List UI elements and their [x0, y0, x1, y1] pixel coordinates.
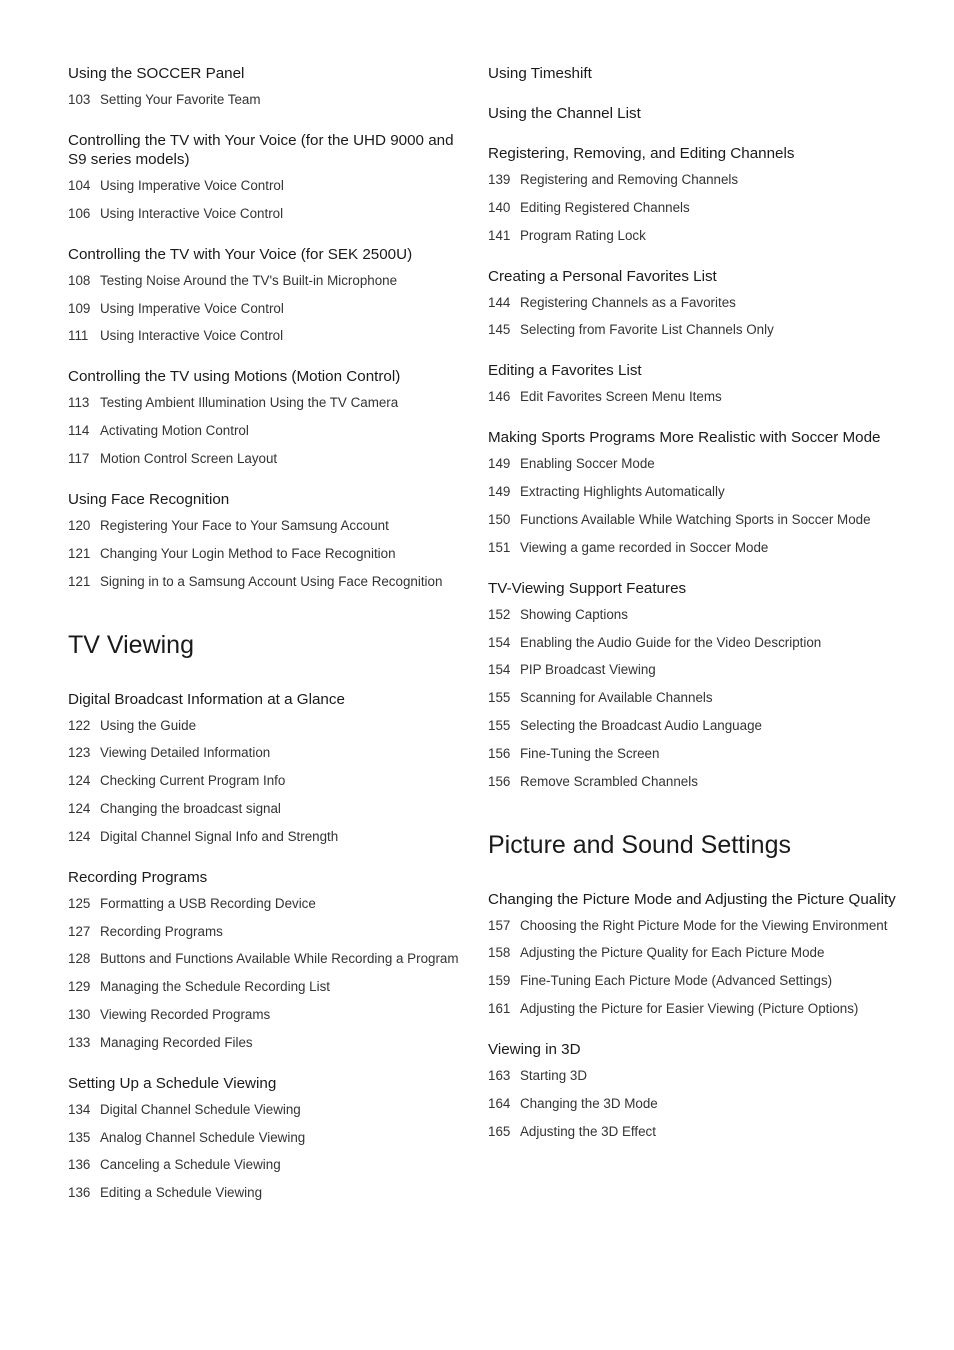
entry-title: Enabling the Audio Guide for the Video Description	[520, 634, 822, 650]
entry-title: Starting 3D	[520, 1067, 587, 1083]
page-number: 121	[68, 545, 91, 561]
toc-entry-link[interactable]	[68, 949, 470, 969]
toc-entry-link[interactable]	[68, 827, 470, 847]
page-number: 150	[488, 511, 511, 527]
toc-entry-link[interactable]	[68, 516, 470, 536]
page-number: 103	[68, 92, 91, 107]
toc-entry-link[interactable]	[68, 1183, 470, 1203]
entry-title: Activating Motion Control	[100, 423, 249, 439]
entry-title: Remove Scrambled Channels	[520, 773, 698, 789]
toc-entry-link[interactable]	[488, 320, 898, 340]
page-number: 120	[68, 517, 91, 533]
toc-entry-link[interactable]	[488, 716, 898, 736]
entry-title: Editing Registered Channels	[520, 199, 690, 215]
page-number: 108	[68, 272, 91, 288]
page-number: 123	[68, 745, 91, 761]
toc-entry-link[interactable]	[488, 454, 898, 474]
entry-title: Adjusting the Picture Quality for Each Picture Mode	[520, 945, 825, 961]
toc-entry-link[interactable]	[68, 326, 470, 346]
section-title-link[interactable]: Changing the Picture Mode and Adjusting the Picture Quality	[488, 890, 896, 908]
toc-entry-link[interactable]	[488, 943, 898, 963]
page-number: 124	[68, 800, 91, 816]
toc-entry-link[interactable]	[68, 894, 470, 914]
section-title-link[interactable]: Using the Channel List	[488, 105, 641, 122]
toc-entry-link[interactable]	[68, 922, 470, 942]
entry-title: Using the Guide	[100, 717, 197, 733]
toc-entry-link[interactable]	[488, 482, 898, 502]
entry-title: Functions Available While Watching Sports in Soccer Mode	[520, 511, 871, 527]
page-number: 111	[68, 328, 89, 344]
entry-title: Formatting a USB Recording Device	[100, 895, 316, 911]
page-number: 122	[68, 717, 91, 733]
toc-entry-link[interactable]	[488, 226, 898, 246]
entry-title: Motion Control Screen Layout	[100, 450, 278, 466]
entry-title: Adjusting the 3D Effect	[520, 1123, 656, 1139]
page-number: 156	[488, 773, 511, 789]
entry-title: Registering and Removing Channels	[520, 172, 739, 187]
entry-title: Changing Your Login Method to Face Recognition	[100, 545, 396, 561]
entry-title: Testing Noise Around the TV's Built-in Microphone	[100, 272, 398, 288]
entry-title: Using Imperative Voice Control	[100, 300, 284, 316]
entry-title: Viewing Recorded Programs	[100, 1006, 271, 1022]
toc-entry-link[interactable]	[488, 293, 898, 313]
entry-title: Managing the Schedule Recording List	[100, 979, 331, 995]
section-title-link[interactable]: Controlling the TV with Your Voice (for the UHD 9000 and S9 series models)	[68, 132, 454, 168]
page-number: 146	[488, 389, 511, 405]
page-number: 152	[488, 606, 511, 622]
toc-entry-link[interactable]	[68, 977, 470, 997]
toc-section	[488, 104, 898, 123]
page-number: 109	[68, 300, 91, 316]
page-number: 139	[488, 172, 511, 187]
page-number: 121	[68, 573, 91, 589]
toc-section	[68, 1074, 470, 1203]
section-title-link[interactable]: Using Face Recognition	[68, 490, 230, 508]
toc-entry-link[interactable]	[68, 1033, 470, 1053]
entry-title: Viewing a game recorded in Soccer Mode	[520, 539, 769, 555]
entry-title: Edit Favorites Screen Menu Items	[520, 389, 722, 405]
entry-title: Fine-Tuning Each Picture Mode (Advanced Settings)	[520, 973, 833, 989]
page-number: 130	[68, 1006, 91, 1022]
entry-title: Selecting from Favorite List Channels Only	[520, 322, 774, 338]
toc-entry-link[interactable]	[488, 916, 898, 936]
toc-section	[488, 267, 898, 341]
section-title-link[interactable]: Making Sports Programs More Realistic with Soccer Mode	[488, 429, 881, 447]
toc-entry-link[interactable]	[488, 999, 898, 1019]
page-number: 140	[488, 199, 511, 215]
entry-title: Changing the broadcast signal	[100, 800, 281, 816]
toc-section	[488, 1040, 898, 1142]
toc-section	[68, 367, 470, 469]
toc-entry-link[interactable]	[68, 204, 470, 224]
section-title-link[interactable]: Viewing in 3D	[488, 1040, 581, 1058]
entry-title: Choosing the Right Picture Mode for the Viewing Environment	[520, 917, 888, 933]
chapter-title: Picture and Sound Settings	[488, 830, 791, 859]
toc-entry-link[interactable]	[68, 393, 470, 413]
toc-section	[68, 490, 470, 592]
entry-title: Buttons and Functions Available While Recording a Program	[100, 951, 459, 967]
entry-title: Using Interactive Voice Control	[100, 328, 284, 344]
entry-title: Viewing Detailed Information	[100, 745, 271, 761]
section-title-link[interactable]: Editing a Favorites List	[488, 362, 642, 380]
entry-title: Using Interactive Voice Control	[100, 205, 284, 221]
entry-title: Enabling Soccer Mode	[520, 456, 655, 472]
section-title-link[interactable]: Digital Broadcast Information at a Glance	[68, 690, 345, 708]
toc-entry-link[interactable]	[68, 421, 470, 441]
toc-entry-link[interactable]	[488, 688, 898, 708]
page-number: 145	[488, 322, 511, 338]
page-number: 161	[488, 1000, 511, 1016]
toc-section	[68, 245, 470, 347]
entry-title: Registering Channels as a Favorites	[520, 294, 736, 310]
entry-title: Extracting Highlights Automatically	[520, 484, 725, 500]
section-title-link[interactable]: Setting Up a Schedule Viewing	[68, 1074, 277, 1092]
entry-title: PIP Broadcast Viewing	[520, 662, 656, 678]
page-number: 117	[68, 450, 90, 466]
toc-entry-link[interactable]	[488, 605, 898, 625]
entry-title: Registering Your Face to Your Samsung Account	[100, 517, 389, 533]
toc-section	[488, 579, 898, 792]
entry-title: Changing the 3D Mode	[520, 1095, 658, 1111]
toc-section	[488, 144, 898, 246]
page-number: 159	[488, 973, 511, 989]
toc-section	[488, 428, 898, 557]
entry-title: Adjusting the Picture for Easier Viewing (Picture Options)	[520, 1000, 859, 1016]
page-number: 125	[68, 895, 91, 911]
toc-section	[68, 131, 470, 224]
toc-right-column	[488, 64, 898, 1163]
page-number: 149	[488, 484, 511, 500]
entry-title: Using Imperative Voice Control	[100, 178, 284, 193]
page-number: 154	[488, 634, 511, 650]
toc-entry-link[interactable]	[488, 198, 898, 218]
page-number: 157	[488, 917, 511, 933]
page-number: 144	[488, 294, 511, 310]
section-title-link[interactable]: Controlling the TV with Your Voice (for SEK 2500U)	[68, 245, 413, 263]
entry-title: Recording Programs	[100, 923, 223, 939]
entry-title: Setting Your Favorite Team	[100, 92, 261, 107]
section-title-link[interactable]: Using the SOCCER Panel	[68, 65, 245, 82]
toc-entry-link[interactable]	[68, 1005, 470, 1025]
entry-title: Signing in to a Samsung Account Using Face Recognition	[100, 573, 443, 589]
toc-entry-link[interactable]	[488, 660, 898, 680]
entry-title: Scanning for Available Channels	[520, 690, 713, 706]
page-number: 149	[488, 456, 511, 472]
toc-entry-link[interactable]	[68, 743, 470, 763]
toc-section	[68, 64, 470, 110]
page-number: 135	[68, 1129, 91, 1145]
toc-entry-link[interactable]	[68, 1155, 470, 1175]
page-number: 164	[488, 1095, 511, 1111]
toc-entry-link[interactable]	[68, 1100, 470, 1120]
toc-entry-link[interactable]	[68, 1128, 470, 1148]
toc-entry-link[interactable]	[488, 1122, 898, 1142]
page-number: 129	[68, 979, 91, 995]
entry-title: Fine-Tuning the Screen	[520, 745, 660, 761]
toc-section	[488, 361, 898, 407]
entry-title: Program Rating Lock	[520, 227, 646, 243]
page-number: 141	[488, 227, 511, 243]
toc-entry-link[interactable]	[68, 90, 470, 110]
toc-entry-link[interactable]	[68, 271, 470, 291]
page-number: 136	[68, 1157, 91, 1173]
entry-title: Checking Current Program Info	[100, 773, 286, 789]
page-number: 127	[68, 923, 91, 939]
page-number: 155	[488, 717, 511, 733]
toc-entry-link[interactable]	[488, 170, 898, 190]
page-number: 134	[68, 1101, 91, 1117]
toc-entry-link[interactable]	[68, 544, 470, 564]
entry-title: Showing Captions	[520, 606, 628, 622]
toc-left-column	[68, 64, 470, 1224]
toc-entry-link[interactable]	[488, 744, 898, 764]
page-number: 104	[68, 178, 91, 193]
page-number: 151	[488, 539, 511, 555]
entry-title: Testing Ambient Illumination Using the TV Camera	[100, 395, 399, 411]
page-number: 124	[68, 828, 91, 844]
toc-entry-link[interactable]	[68, 771, 470, 791]
page-number: 136	[68, 1185, 91, 1201]
toc-entry-link[interactable]	[68, 716, 470, 736]
entry-title: Canceling a Schedule Viewing	[100, 1157, 281, 1173]
toc-section	[488, 64, 898, 83]
toc-entry-link[interactable]	[488, 971, 898, 991]
entry-title: Digital Channel Schedule Viewing	[100, 1101, 301, 1117]
entry-title: Digital Channel Signal Info and Strength	[100, 828, 339, 844]
entry-title: Selecting the Broadcast Audio Language	[520, 717, 762, 733]
toc-entry-link[interactable]	[68, 449, 470, 469]
page-number: 154	[488, 662, 511, 678]
page-number: 106	[68, 205, 91, 221]
toc-section	[68, 868, 470, 1053]
section-title-link[interactable]: Recording Programs	[68, 868, 208, 886]
chapter-title: TV Viewing	[68, 630, 194, 659]
entry-title: Analog Channel Schedule Viewing	[100, 1129, 306, 1145]
entry-title: Editing a Schedule Viewing	[100, 1185, 263, 1201]
toc-entry-link[interactable]	[68, 299, 470, 319]
toc-entry-link[interactable]	[488, 633, 898, 653]
page-number: 133	[68, 1034, 91, 1050]
page-number: 163	[488, 1067, 511, 1083]
toc-entry-link[interactable]	[68, 176, 470, 196]
page-number: 165	[488, 1123, 511, 1139]
section-title-link[interactable]: Using Timeshift	[488, 65, 592, 82]
toc-entry-link[interactable]	[488, 387, 898, 407]
section-title-link[interactable]: Registering, Removing, and Editing Channels	[488, 145, 795, 162]
toc-section	[488, 890, 898, 1019]
section-title-link[interactable]: TV-Viewing Support Features	[488, 579, 687, 597]
toc-entry-link[interactable]	[488, 538, 898, 558]
section-title-link[interactable]: Controlling the TV using Motions (Motion Control)	[68, 368, 401, 386]
toc-entry-link[interactable]	[488, 772, 898, 792]
toc-entry-link[interactable]	[488, 1066, 898, 1086]
toc-entry-link[interactable]	[488, 1094, 898, 1114]
page-number: 114	[68, 423, 90, 439]
toc-section	[68, 690, 470, 847]
page-number: 156	[488, 745, 511, 761]
page-number: 128	[68, 951, 91, 967]
toc-entry-link[interactable]	[68, 799, 470, 819]
section-title-link[interactable]: Creating a Personal Favorites List	[488, 267, 717, 285]
page-number: 155	[488, 690, 511, 706]
toc-entry-link[interactable]	[68, 572, 470, 592]
page-number: 158	[488, 945, 511, 961]
page-number: 124	[68, 773, 91, 789]
toc-entry-link[interactable]	[488, 510, 898, 530]
entry-title: Managing Recorded Files	[100, 1034, 253, 1050]
page-number: 113	[68, 395, 90, 411]
